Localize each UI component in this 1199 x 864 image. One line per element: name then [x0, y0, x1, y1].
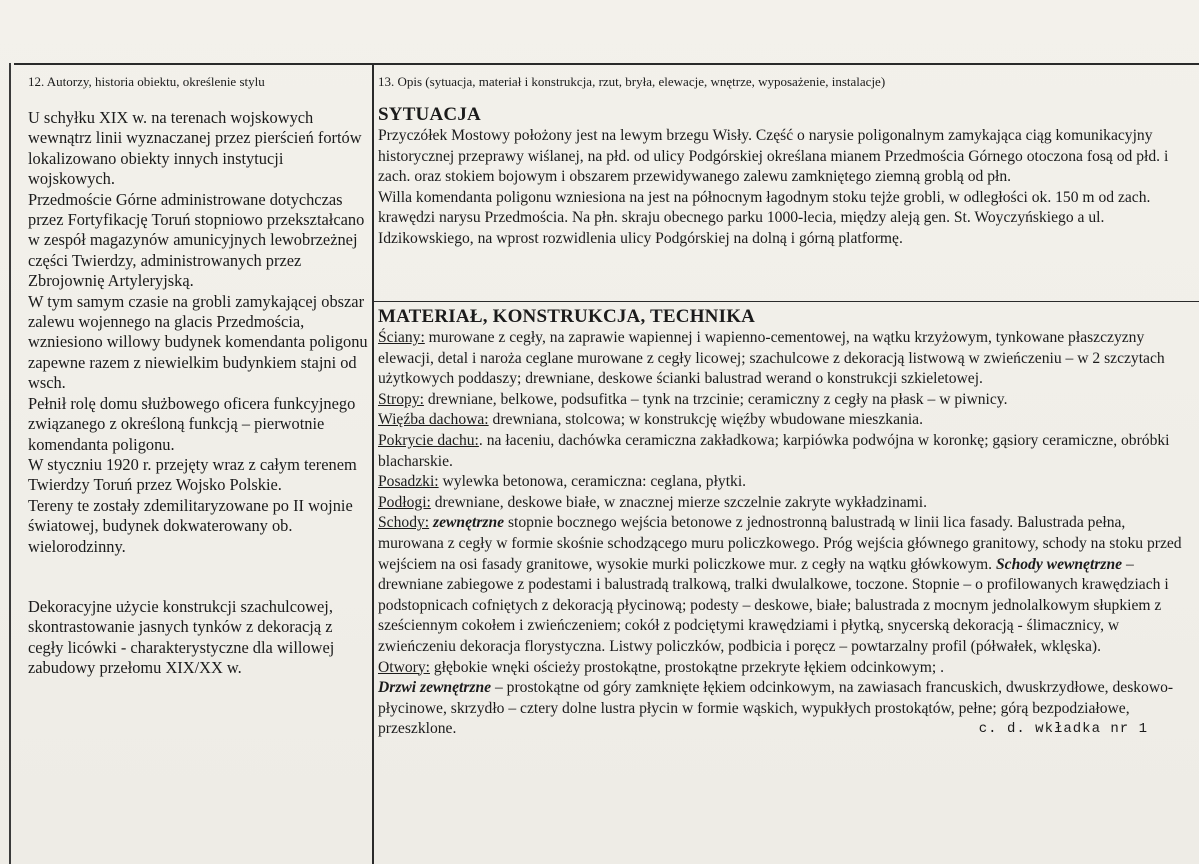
floors-entry — [378, 493, 1190, 514]
walls-label: Ściany: — [378, 329, 425, 346]
history-paragraph: Pełnił rolę domu służbowego oficera funkcyjnego związanego z określoną funkcją – pierwotnie komendanta poligonu. — [28, 393, 356, 454]
stairs-int-text: – drewniane zabiegowe z podestami i balustradą tralkową, tralki dwulalkowe, toczone. Stopnie – o profilowanych krawędziach i podstopnicach cofniętych z dekoracją płycinową; podesty – deskowe, białe; balustrada z mocnym jednolalkowym słupkiem z sześciennym cokołem i zwieńczeniem; cokół z podciętymi krawędziami i płytką, snycerską dekoracją - ślimacznicy, w zwieńczeniu dekoracja florystyczna. Listwy policzków, podbicia i poręcz – powtarzalny profil (półwałek, wklęska). — [378, 555, 1169, 655]
history-paragraph: Przedmoście Górne administrowane dotychczas przez Fortyfikację Toruń stopniowo przekształcano w zespół magazynów amunicyjnych lewobrzeżnej części Twierdzy, administrowanych przez Zbrojownię Artyleryjską. — [28, 189, 365, 291]
continuation-note: c. d. wkładka nr 1 — [978, 721, 1148, 738]
ceilings-text: drewniane, belkowe, podsufitka – tynk na trzcinie; ceramiczny z cegły na płask – w piwnicy. — [423, 390, 1008, 408]
truss-label: Więźba dachowa: — [378, 411, 489, 429]
style-note: Dekoracyjne użycie konstrukcji szachulcowej, skontrastowanie jasnych tynków z dekoracją z cegły licówki - charakterystyczne dla willowej zabudowy przełomu XIX/XX w. — [28, 596, 335, 678]
roof-entry — [378, 431, 1190, 472]
stairs-entry — [378, 513, 1190, 657]
material-section — [378, 306, 1190, 740]
doors-entry — [378, 678, 1190, 740]
ceilings-label: Stropy: — [378, 390, 424, 408]
field-12-history — [28, 66, 370, 679]
situation-section — [378, 104, 1190, 250]
field-13-description — [378, 66, 1190, 738]
doors-text: – prostokątne od góry zamknięte łękiem odcinkowym, na zawiasach francuskich, dwuskrzydłowe, deskowo-płycinowe, skrzydło – cztery dolne lustra płycin w formie wąskich, wypukłych prostokątów, pełne; górą bezpodziałowe, przeszklone. — [378, 679, 1174, 738]
floor-base-text: wylewka betonowa, ceramiczna: ceglana, płytki. — [438, 473, 747, 491]
openings-entry — [378, 658, 1190, 679]
floors-text: drewniane, deskowe białe, w znacznej mierze szczelnie zakryte wykładzinami. — [430, 493, 928, 511]
floor-base-label: Posadzki: — [378, 473, 439, 491]
openings-label: Otwory: — [378, 658, 430, 676]
roof-text: . na łaceniu, dachówka ceramiczna zakładkowa; karpiówka podwójna w koronkę; gąsiory ceramiczne, obróbki blacharskie. — [378, 431, 1170, 470]
situation-paragraph: Przyczółek Mostowy położony jest na lewym brzegu Wisły. Część o narysie poligonalnym zamykająca ciąg komunikacyjny historycznej przeprawy wiślanej, na płd. od ulicy Podgórskiej określana mianem Przedmościa Górnego otoczona fosą od płd. i zach. oraz stokiem bojowym i obszarem przewidywanego zalewu zamkniętego ziemną groblą od płn. — [378, 127, 1169, 186]
history-paragraph: Tereny te zostały zdemilitaryzowane po II wojnie światowej, budynek dokwaterowany ob. wielorodzinny. — [28, 495, 353, 556]
top-rule — [14, 63, 1199, 65]
history-paragraph: W tym samym czasie na grobli zamykającej obszar zalewu wojennego na glacis Przedmościa, wzniesiono willowy budynek komendanta poligonu zapewne razem z niewielkim budynkiem stajni od wsch. — [28, 291, 368, 393]
ceilings-entry — [378, 390, 1190, 411]
truss-text: drewniana, stolcowa; w konstrukcję więźby wbudowane mieszkania. — [488, 411, 923, 429]
floors-label: Podłogi: — [378, 493, 431, 511]
section-divider — [373, 301, 1199, 302]
column-divider — [372, 63, 374, 864]
left-border — [9, 63, 11, 864]
stairs-label: Schody: — [378, 514, 430, 532]
walls-text: murowane z cegły, na zaprawie wapiennej i wapienno-cementowej, na wątku krzyżowym, tynkowane płaszczyzny elewacji, detal i naroża ceglane murowane z cegły licowej; szachulcowe z dekoracją listwową w zwieńczeniu – w 2 szczytach użytkowych poddaszy; drewniane, deskowe ścianki balustrad werand o konstrukcji szkieletowej. — [378, 329, 1165, 388]
situation-paragraph: Willa komendanta poligonu wzniesiona na jest na północnym łagodnym stoku tejże grobli, w odległości ok. 150 m od zach. krawędzi narysu Przedmościa. Na płn. skraju obecnego parku 1000-lecia, między aleją gen. St. Woyczyńskiego a ul. Idzikowskiego, na wprost rozwidlenia ulicy Podgórskiej na dolną i górną platformę. — [378, 188, 1151, 247]
openings-text: głębokie wnęki ościeży prostokątne, prostokątne przekryte łękiem odcinkowym; . — [429, 658, 944, 676]
doors-label: Drzwi zewnętrzne — [378, 679, 492, 697]
history-paragraph: W styczniu 1920 r. przejęty wraz z całym terenem Twierdzy Toruń przez Wojsko Polskie. — [28, 454, 357, 495]
stairs-ext-label: zewnętrzne — [429, 514, 505, 532]
field-12-header: 12. Autorzy, historia obiektu, określenie stylu — [28, 74, 265, 89]
roof-label: Pokrycie dachu: — [378, 431, 479, 449]
floor-base-entry — [378, 472, 1190, 493]
situation-title: SYTUACJA — [378, 104, 481, 125]
stairs-text: stopnie bocznego wejścia betonowe z jednostronną balustradą w linii lica fasady. Balustrada pełna, murowana z cegły w formie skośnie schodzącego muru policzkowego. Próg wejścia głównego granitowy, schody na stoku przed wejściem na osi fasady granitowe, wysokie murki policzkowe mur. z cegły na wątku główkowym. — [378, 514, 1182, 573]
truss-entry — [378, 410, 1190, 431]
stairs-int-label: Schody wewnętrzne — [995, 555, 1123, 573]
walls-entry — [378, 328, 1190, 390]
field-13-header: 13. Opis (sytuacja, materiał i konstrukcja, rzut, bryła, elewacje, wnętrze, wyposażenie, instalacje) — [378, 74, 886, 89]
material-title: MATERIAŁ, KONSTRUKCJA, TECHNIKA — [378, 306, 756, 327]
history-paragraph: U schyłku XIX w. na terenach wojskowych wewnątrz linii wyznaczanej przez pierścień fortów lokalizowano obiekty innych instytucji wojskowych. — [28, 108, 362, 189]
